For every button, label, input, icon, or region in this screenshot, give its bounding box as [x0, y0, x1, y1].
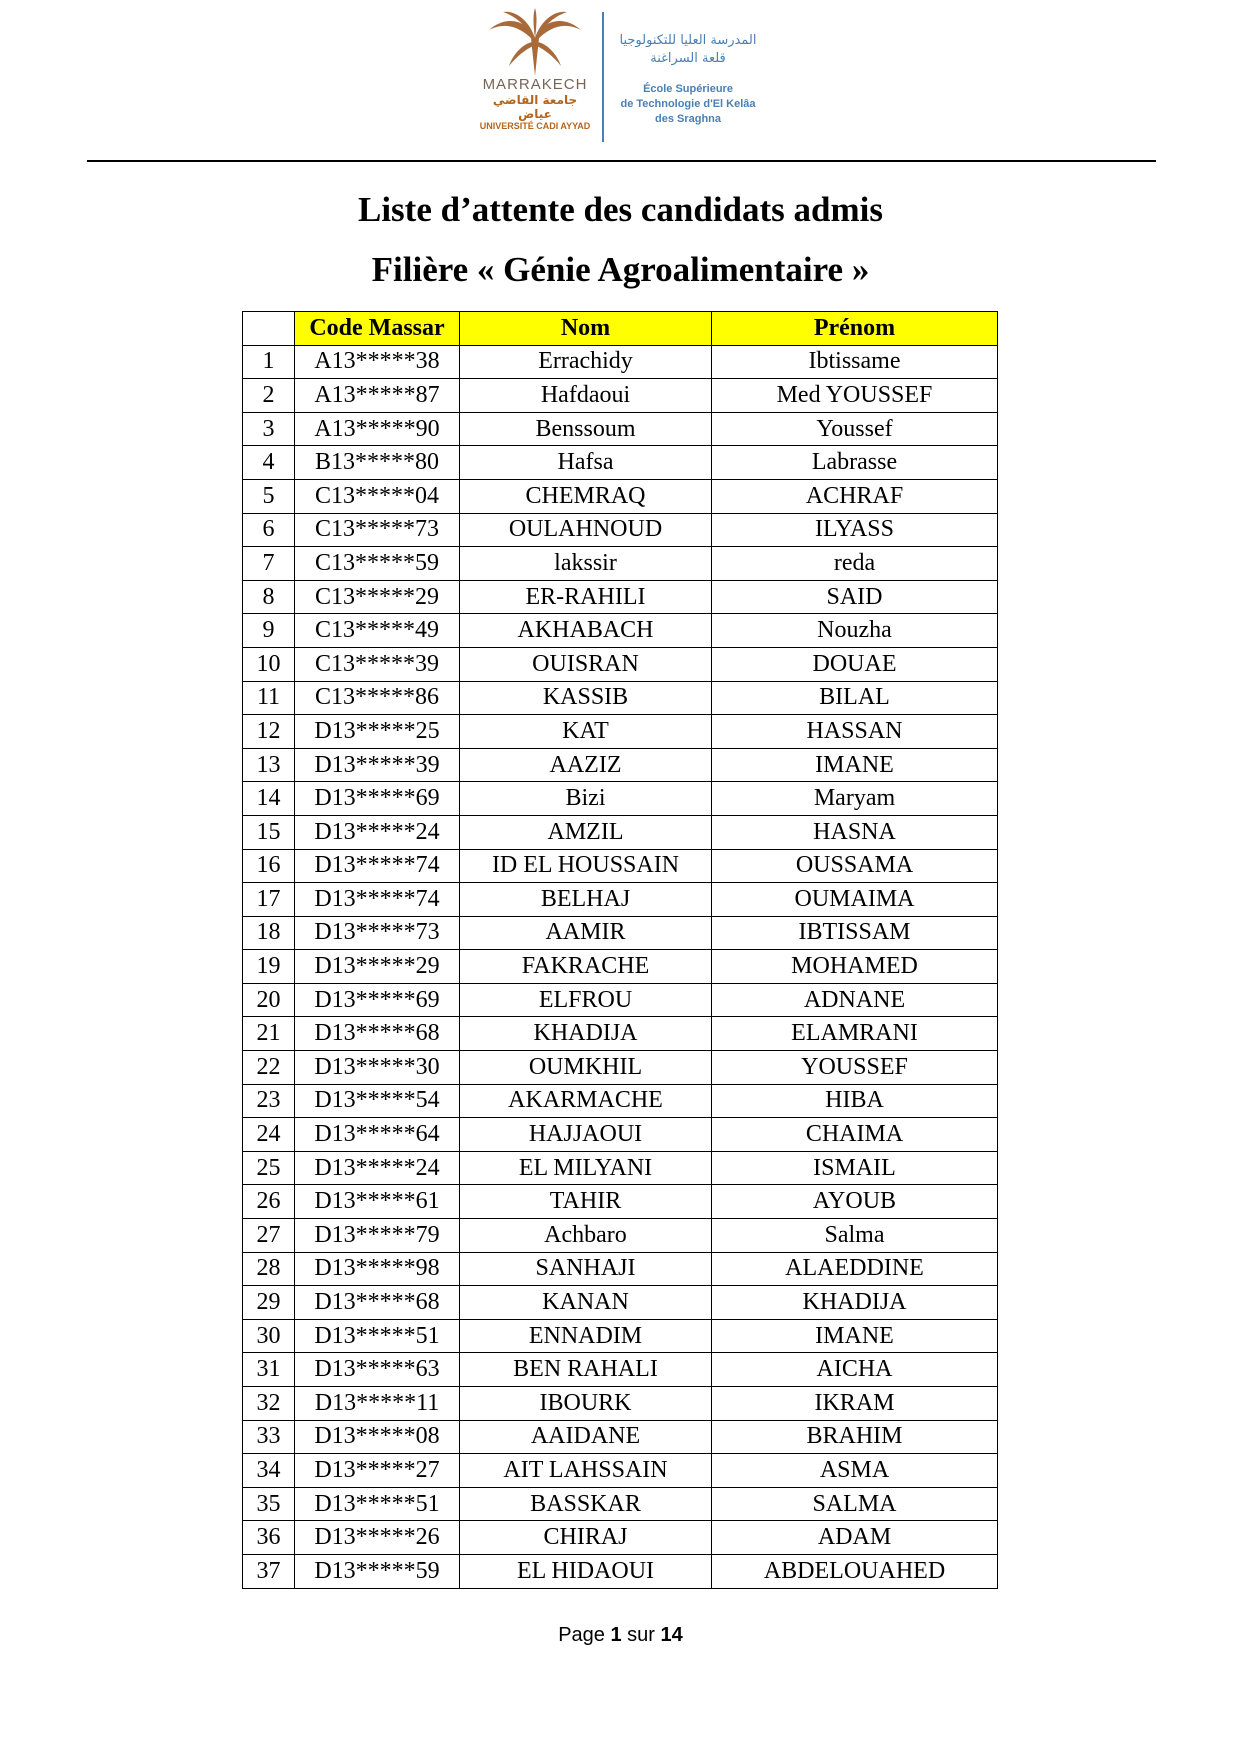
prenom-cell: SALMA	[712, 1487, 998, 1521]
prenom-cell: IMANE	[712, 1319, 998, 1353]
code-massar-cell: A13*****38	[295, 345, 460, 379]
school-french-line2: de Technologie d'El Kelâa	[620, 98, 756, 110]
row-index: 32	[243, 1387, 295, 1421]
row-index: 37	[243, 1554, 295, 1588]
row-index: 15	[243, 815, 295, 849]
prenom-cell: AICHA	[712, 1353, 998, 1387]
table-row	[243, 1387, 998, 1421]
column-header-nom: Nom	[460, 312, 712, 346]
nom-cell: KASSIB	[460, 681, 712, 715]
code-massar-cell: D13*****24	[295, 815, 460, 849]
prenom-cell: Nouzha	[712, 614, 998, 648]
row-index: 21	[243, 1017, 295, 1051]
nom-cell: AMZIL	[460, 815, 712, 849]
code-massar-cell: D13*****54	[295, 1084, 460, 1118]
code-massar-cell: D13*****74	[295, 883, 460, 917]
row-index: 12	[243, 715, 295, 749]
code-massar-cell: C13*****59	[295, 547, 460, 581]
code-massar-cell: C13*****73	[295, 513, 460, 547]
nom-cell: CHEMRAQ	[460, 479, 712, 513]
table-row	[243, 1185, 998, 1219]
prenom-cell: Labrasse	[712, 446, 998, 480]
table-row	[243, 1286, 998, 1320]
table-row	[243, 1252, 998, 1286]
nom-cell: AAMIR	[460, 916, 712, 950]
nom-cell: CHIRAJ	[460, 1521, 712, 1555]
prenom-cell: OUSSAMA	[712, 849, 998, 883]
nom-cell: Hafdaoui	[460, 379, 712, 413]
row-index: 27	[243, 1219, 295, 1253]
row-index: 17	[243, 883, 295, 917]
code-massar-cell: D13*****68	[295, 1017, 460, 1051]
nom-cell: TAHIR	[460, 1185, 712, 1219]
table-row	[243, 1017, 998, 1051]
code-massar-cell: D13*****11	[295, 1387, 460, 1421]
code-massar-cell: D13*****51	[295, 1487, 460, 1521]
table-row	[243, 849, 998, 883]
school-logo	[608, 32, 768, 127]
nom-cell: AAIDANE	[460, 1420, 712, 1454]
university-name: UNIVERSITÉ CADI AYYAD	[479, 121, 591, 131]
prenom-cell: IKRAM	[712, 1387, 998, 1421]
row-index: 30	[243, 1319, 295, 1353]
table-row	[243, 883, 998, 917]
table-row	[243, 379, 998, 413]
row-index: 2	[243, 379, 295, 413]
code-massar-cell: D13*****63	[295, 1353, 460, 1387]
code-massar-cell: A13*****90	[295, 412, 460, 446]
prenom-cell: HASNA	[712, 815, 998, 849]
nom-cell: Achbaro	[460, 1219, 712, 1253]
row-index: 33	[243, 1420, 295, 1454]
row-index: 29	[243, 1286, 295, 1320]
nom-cell: AKARMACHE	[460, 1084, 712, 1118]
nom-cell: KAT	[460, 715, 712, 749]
table-row	[243, 647, 998, 681]
page-subtitle: Filière « Génie Agroalimentaire »	[371, 250, 870, 289]
row-index: 1	[243, 345, 295, 379]
row-index: 28	[243, 1252, 295, 1286]
table-row	[243, 1487, 998, 1521]
row-index: 7	[243, 547, 295, 581]
nom-cell: OULAHNOUD	[460, 513, 712, 547]
table-row	[243, 815, 998, 849]
code-massar-cell: C13*****49	[295, 614, 460, 648]
page-header	[0, 8, 1241, 146]
table-row	[243, 1051, 998, 1085]
code-massar-cell: A13*****87	[295, 379, 460, 413]
nom-cell: ER-RAHILI	[460, 580, 712, 614]
row-index: 16	[243, 849, 295, 883]
prenom-cell: HIBA	[712, 1084, 998, 1118]
code-massar-cell: D13*****51	[295, 1319, 460, 1353]
nom-cell: Benssoum	[460, 412, 712, 446]
page-footer	[0, 1624, 1241, 1647]
prenom-cell: KHADIJA	[712, 1286, 998, 1320]
nom-cell: Errachidy	[460, 345, 712, 379]
row-index: 19	[243, 950, 295, 984]
code-massar-cell: B13*****80	[295, 446, 460, 480]
prenom-cell: YOUSSEF	[712, 1051, 998, 1085]
code-massar-cell: D13*****26	[295, 1521, 460, 1555]
school-french-line1: École Supérieure	[643, 83, 733, 95]
table-row	[243, 345, 998, 379]
row-index: 6	[243, 513, 295, 547]
table-row	[243, 681, 998, 715]
nom-cell: HAJJAOUI	[460, 1118, 712, 1152]
code-massar-cell: D13*****24	[295, 1151, 460, 1185]
row-index: 26	[243, 1185, 295, 1219]
table-row	[243, 513, 998, 547]
column-header-index	[243, 312, 295, 346]
table-row	[243, 950, 998, 984]
row-index: 25	[243, 1151, 295, 1185]
prenom-cell: SAID	[712, 580, 998, 614]
prenom-cell: ABDELOUAHED	[712, 1554, 998, 1588]
nom-cell: OUISRAN	[460, 647, 712, 681]
row-index: 9	[243, 614, 295, 648]
code-massar-cell: D13*****98	[295, 1252, 460, 1286]
column-header-prenom: Prénom	[712, 312, 998, 346]
row-index: 18	[243, 916, 295, 950]
table-row	[243, 614, 998, 648]
nom-cell: BELHAJ	[460, 883, 712, 917]
prenom-cell: DOUAE	[712, 647, 998, 681]
candidates-table	[242, 311, 998, 1589]
row-index: 20	[243, 983, 295, 1017]
nom-cell: EL MILYANI	[460, 1151, 712, 1185]
code-massar-cell: C13*****04	[295, 479, 460, 513]
column-header-code-massar: Code Massar	[295, 312, 460, 346]
row-index: 22	[243, 1051, 295, 1085]
prenom-cell: ELAMRANI	[712, 1017, 998, 1051]
code-massar-cell: D13*****68	[295, 1286, 460, 1320]
nom-cell: BEN RAHALI	[460, 1353, 712, 1387]
table-row	[243, 1151, 998, 1185]
table-row	[243, 983, 998, 1017]
palm-tree-icon	[485, 8, 585, 78]
table-row	[243, 547, 998, 581]
prenom-cell: MOHAMED	[712, 950, 998, 984]
table-row	[243, 412, 998, 446]
row-index: 3	[243, 412, 295, 446]
prenom-cell: Ibtissame	[712, 345, 998, 379]
nom-cell: BASSKAR	[460, 1487, 712, 1521]
code-massar-cell: C13*****39	[295, 647, 460, 681]
code-massar-cell: D13*****08	[295, 1420, 460, 1454]
code-massar-cell: D13*****29	[295, 950, 460, 984]
code-massar-cell: D13*****79	[295, 1219, 460, 1253]
university-logo	[474, 8, 596, 144]
current-page-number: 1	[610, 1624, 622, 1646]
prenom-cell: BRAHIM	[712, 1420, 998, 1454]
university-city: MARRAKECH	[482, 76, 588, 93]
prenom-cell: HASSAN	[712, 715, 998, 749]
nom-cell: SANHAJI	[460, 1252, 712, 1286]
prenom-cell: ALAEDDINE	[712, 1252, 998, 1286]
table-row	[243, 1319, 998, 1353]
table-body	[243, 345, 998, 1588]
code-massar-cell: D13*****69	[295, 782, 460, 816]
nom-cell: Bizi	[460, 782, 712, 816]
logo-divider	[602, 12, 604, 142]
row-index: 36	[243, 1521, 295, 1555]
table-row	[243, 1554, 998, 1588]
prenom-cell: IBTISSAM	[712, 916, 998, 950]
prenom-cell: Med YOUSSEF	[712, 379, 998, 413]
prenom-cell: reda	[712, 547, 998, 581]
nom-cell: KHADIJA	[460, 1017, 712, 1051]
prenom-cell: ACHRAF	[712, 479, 998, 513]
page-title: Liste d’attente des candidats admis	[357, 190, 884, 229]
header-divider	[87, 160, 1156, 162]
prenom-cell: ASMA	[712, 1454, 998, 1488]
prenom-cell: OUMAIMA	[712, 883, 998, 917]
code-massar-cell: C13*****86	[295, 681, 460, 715]
prenom-cell: Salma	[712, 1219, 998, 1253]
row-index: 34	[243, 1454, 295, 1488]
prenom-cell: Maryam	[712, 782, 998, 816]
nom-cell: ENNADIM	[460, 1319, 712, 1353]
table-row	[243, 782, 998, 816]
code-massar-cell: D13*****61	[295, 1185, 460, 1219]
code-massar-cell: D13*****30	[295, 1051, 460, 1085]
prenom-cell: ADNANE	[712, 983, 998, 1017]
nom-cell: EL HIDAOUI	[460, 1554, 712, 1588]
row-index: 11	[243, 681, 295, 715]
table-row	[243, 580, 998, 614]
row-index: 10	[243, 647, 295, 681]
prenom-cell: CHAIMA	[712, 1118, 998, 1152]
prenom-cell: AYOUB	[712, 1185, 998, 1219]
code-massar-cell: D13*****27	[295, 1454, 460, 1488]
table-row	[243, 1219, 998, 1253]
code-massar-cell: D13*****39	[295, 748, 460, 782]
nom-cell: AIT LAHSSAIN	[460, 1454, 712, 1488]
table-row	[243, 715, 998, 749]
table-row	[243, 1521, 998, 1555]
school-arabic-name-line1: المدرسة العليا للتكنولوجيا	[619, 33, 757, 48]
row-index: 8	[243, 580, 295, 614]
row-index: 23	[243, 1084, 295, 1118]
nom-cell: ID EL HOUSSAIN	[460, 849, 712, 883]
nom-cell: KANAN	[460, 1286, 712, 1320]
school-french-name	[608, 82, 768, 127]
school-arabic-name-line2: قلعة السراغنة	[650, 51, 726, 66]
table-row	[243, 446, 998, 480]
table-row	[243, 1454, 998, 1488]
university-arabic-name: جامعة القاضي عياض	[492, 93, 578, 121]
prenom-cell: IMANE	[712, 748, 998, 782]
code-massar-cell: D13*****25	[295, 715, 460, 749]
nom-cell: ELFROU	[460, 983, 712, 1017]
code-massar-cell: D13*****59	[295, 1554, 460, 1588]
total-pages-number: 14	[660, 1624, 683, 1646]
row-index: 31	[243, 1353, 295, 1387]
code-massar-cell: D13*****69	[295, 983, 460, 1017]
row-index: 13	[243, 748, 295, 782]
row-index: 35	[243, 1487, 295, 1521]
table-row	[243, 1118, 998, 1152]
page-of-label: sur	[627, 1624, 655, 1646]
school-french-line3: des Sraghna	[654, 113, 722, 125]
table-row	[243, 1084, 998, 1118]
nom-cell: IBOURK	[460, 1387, 712, 1421]
table-row	[243, 479, 998, 513]
nom-cell: OUMKHIL	[460, 1051, 712, 1085]
code-massar-cell: D13*****74	[295, 849, 460, 883]
code-massar-cell: D13*****73	[295, 916, 460, 950]
nom-cell: AAZIZ	[460, 748, 712, 782]
row-index: 4	[243, 446, 295, 480]
table-row	[243, 916, 998, 950]
row-index: 5	[243, 479, 295, 513]
table-header-row	[243, 312, 998, 346]
nom-cell: Hafsa	[460, 446, 712, 480]
row-index: 14	[243, 782, 295, 816]
prenom-cell: Youssef	[712, 412, 998, 446]
page-label: Page	[558, 1624, 605, 1646]
prenom-cell: ISMAIL	[712, 1151, 998, 1185]
prenom-cell: ILYASS	[712, 513, 998, 547]
nom-cell: lakssir	[460, 547, 712, 581]
prenom-cell: BILAL	[712, 681, 998, 715]
table-row	[243, 1420, 998, 1454]
row-index: 24	[243, 1118, 295, 1152]
code-massar-cell: C13*****29	[295, 580, 460, 614]
code-massar-cell: D13*****64	[295, 1118, 460, 1152]
table-row	[243, 1353, 998, 1387]
prenom-cell: ADAM	[712, 1521, 998, 1555]
nom-cell: AKHABACH	[460, 614, 712, 648]
nom-cell: FAKRACHE	[460, 950, 712, 984]
table-row	[243, 748, 998, 782]
